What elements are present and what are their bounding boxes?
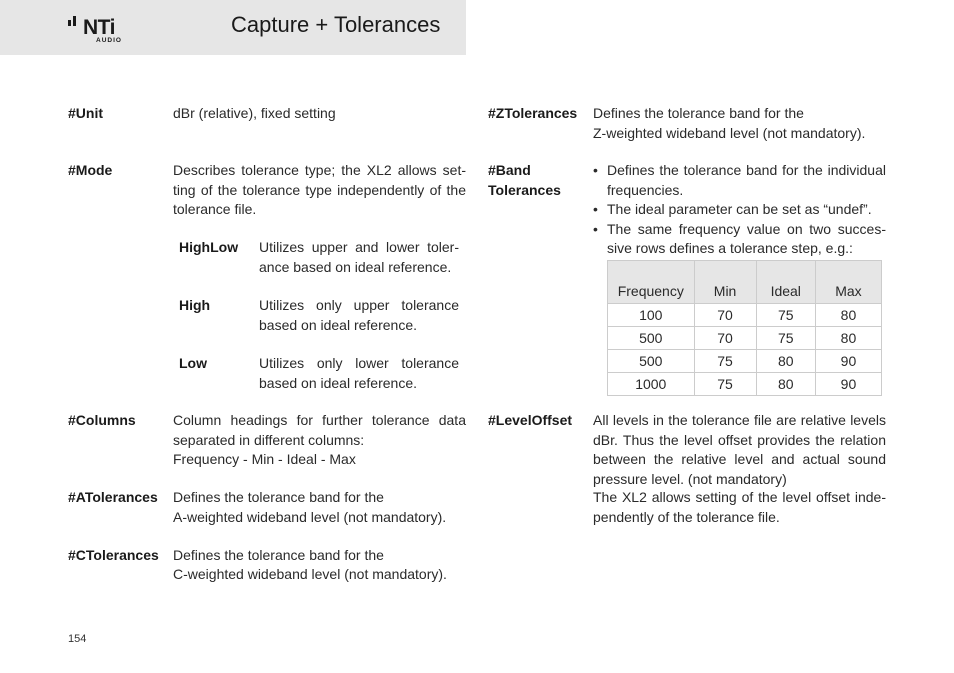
ztolerances-desc-line1: Defines the tolerance band for the	[593, 105, 804, 121]
page-number: 154	[68, 633, 87, 645]
mode-option-high-term: High	[179, 297, 211, 313]
mode-option-high-desc: Utilizes only upper tolerance based on ideal reference.	[259, 297, 459, 333]
table-row	[608, 327, 882, 350]
table-header-ideal: Ideal	[756, 261, 815, 304]
nti-audio-logo	[68, 16, 128, 46]
band-tolerances-bullets	[593, 161, 886, 259]
table-header-frequency: Frequency	[608, 261, 695, 304]
band-tolerances-term-line2: Tolerances	[488, 182, 561, 198]
table-cell: 500	[608, 327, 695, 350]
unit-desc: dBr (relative), fixed setting	[173, 105, 336, 121]
table-row	[608, 304, 882, 327]
bullet-item: • Defines the tolerance band for the individual frequencies.	[593, 161, 886, 200]
logo-text: NTi	[83, 16, 115, 39]
mode-option-low-desc: Utilizes only lower tolerance based on ideal reference.	[259, 355, 459, 391]
atolerances-term: #ATolerances	[68, 489, 158, 505]
table-cell: 100	[608, 304, 695, 327]
table-row	[608, 350, 882, 373]
mode-term: #Mode	[68, 162, 113, 178]
ctolerances-term: #CTolerances	[68, 547, 159, 563]
bullet-item: • The same frequency value on two succes-sive rows defines a tolerance step, e.g.:	[593, 220, 886, 259]
table-cell: 90	[815, 350, 881, 373]
logo-subtext: AUDIO	[96, 37, 122, 44]
table-header-max: Max	[815, 261, 881, 304]
table-cell: 70	[694, 327, 756, 350]
leveloffset-desc2: The XL2 allows setting of the level offset inde-pendently of the tolerance file.	[593, 489, 886, 525]
ztolerances-term: #ZTolerances	[488, 105, 578, 121]
table-header-row	[608, 261, 882, 304]
mode-option-highlow-term: HighLow	[179, 239, 239, 255]
band-tolerances-term-line1: #Band	[488, 162, 531, 178]
unit-term: #Unit	[68, 105, 103, 121]
table-header-min: Min	[694, 261, 756, 304]
atolerances-desc-line2: A-weighted wideband level (not mandatory).	[173, 509, 447, 525]
table-cell: 75	[694, 373, 756, 396]
ctolerances-desc-line1: Defines the tolerance band for the	[173, 547, 384, 563]
ctolerances-desc-line2: C-weighted wideband level (not mandatory).	[173, 566, 447, 582]
table-cell: 75	[694, 350, 756, 373]
table-cell: 500	[608, 350, 695, 373]
columns-list: Frequency - Min - Ideal - Max	[173, 451, 356, 467]
bullet-item: • The ideal parameter can be set as “undef”.	[593, 200, 886, 220]
table-cell: 80	[815, 304, 881, 327]
header-band	[0, 0, 466, 55]
mode-option-low-term: Low	[179, 355, 207, 371]
mode-desc: Describes tolerance type; the XL2 allows set-ting of the tolerance type independently of the tolerance file.	[173, 162, 466, 217]
leveloffset-desc: All levels in the tolerance file are relative levels dBr. Thus the level offset provides the relation between the relative level and actual sound pressure level. (not mandatory)	[593, 412, 886, 487]
table-cell: 1000	[608, 373, 695, 396]
table-row	[608, 373, 882, 396]
table-cell: 80	[815, 327, 881, 350]
columns-term: #Columns	[68, 412, 136, 428]
table-cell: 80	[756, 350, 815, 373]
mode-option-highlow-desc: Utilizes upper and lower toler-ance based on ideal reference.	[259, 239, 459, 275]
table-cell: 75	[756, 304, 815, 327]
table-cell: 90	[815, 373, 881, 396]
table-cell: 80	[756, 373, 815, 396]
table-cell: 70	[694, 304, 756, 327]
table-cell: 75	[756, 327, 815, 350]
page-title: Capture + Tolerances	[231, 12, 441, 37]
tolerance-example-table	[607, 260, 882, 396]
leveloffset-term: #LevelOffset	[488, 412, 573, 428]
columns-desc: Column headings for further tolerance data separated in different columns:	[173, 412, 466, 448]
ztolerances-desc-line2: Z-weighted wideband level (not mandatory).	[593, 125, 866, 141]
atolerances-desc-line1: Defines the tolerance band for the	[173, 489, 384, 505]
